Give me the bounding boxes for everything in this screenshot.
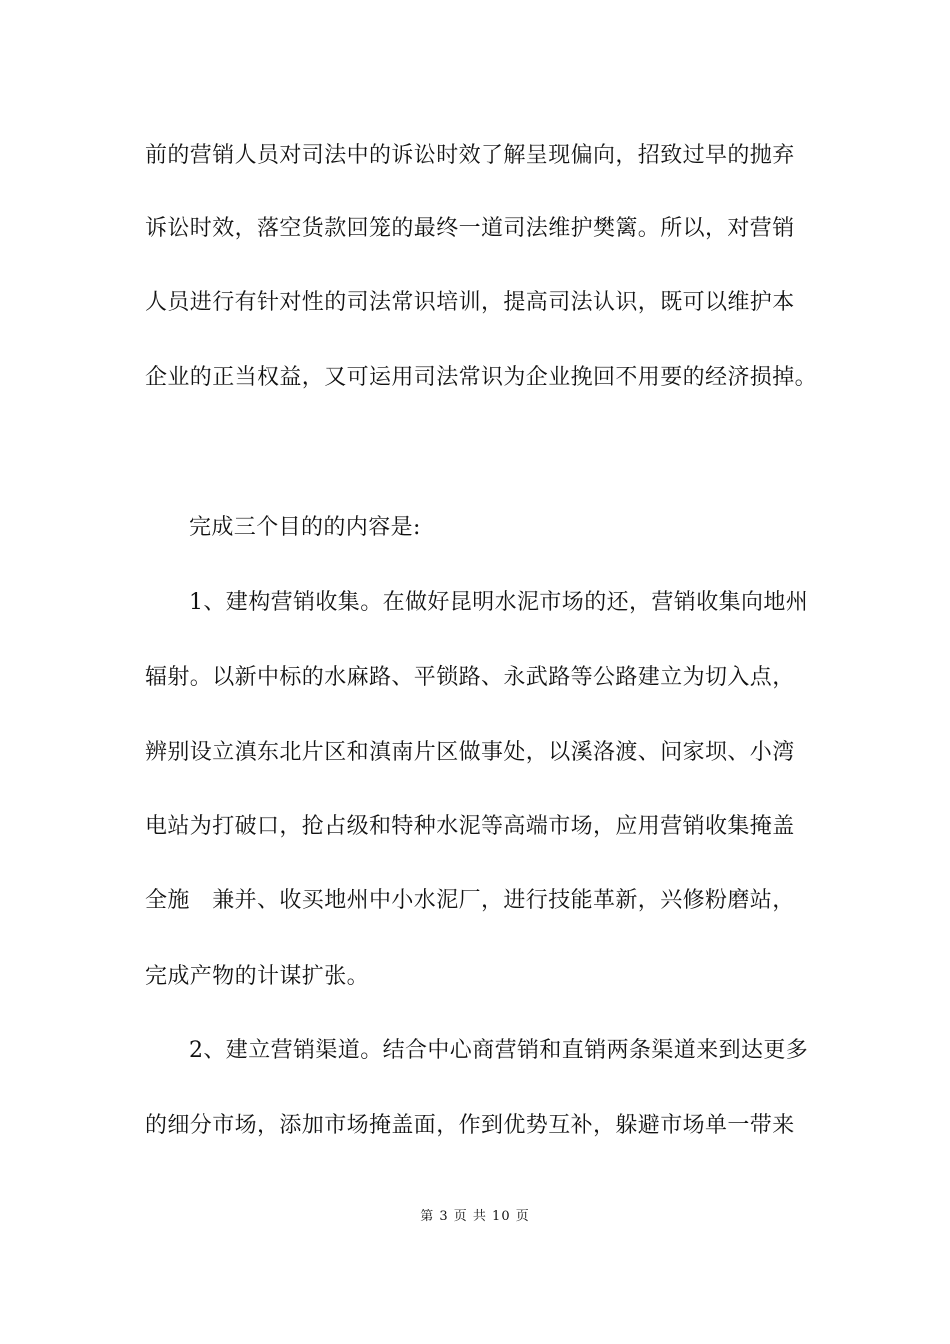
text-line-2: 诉讼时效，落空货款回笼的最终一道司法维护樊篱。所以，对营销: [145, 216, 795, 241]
text-line-7: 辐射。以新中标的水麻路、平锁路、永武路等公路建立为切入点，: [145, 665, 795, 690]
text-line-6: 1、建构营销收集。在做好昆明水泥市场的还，营销收集向地州: [189, 590, 809, 615]
text-line-3: 人员进行有针对性的司法常识培训，提高司法认识，既可以维护本: [145, 290, 795, 315]
text-line-10: 全施 兼并、收买地州中小水泥厂，进行技能革新，兴修粉磨站，: [145, 888, 795, 913]
text-line-8: 辨别设立滇东北片区和滇南片区做事处，以溪洛渡、问家坝、小湾: [145, 740, 795, 765]
text-line-11: 完成产物的计谋扩张。: [145, 964, 370, 989]
text-line-12: 2、建立营销渠道。结合中心商营销和直销两条渠道来到达更多: [189, 1038, 809, 1063]
page-number-footer: 第 3 页 共 10 页: [420, 1209, 530, 1224]
text-line-9: 电站为打破口，抢占级和特种水泥等高端市场，应用营销收集掩盖: [145, 814, 795, 839]
text-line-4: 企业的正当权益，又可运用司法常识为企业挽回不用要的经济损掉。: [145, 365, 818, 390]
text-line-1: 前的营销人员对司法中的诉讼时效了解呈现偏向，招致过早的抛弃: [145, 143, 795, 168]
text-line-13: 的细分市场，添加市场掩盖面，作到优势互补，躲避市场单一带来: [145, 1113, 795, 1138]
section-heading: 完成三个目的的内容是:: [189, 515, 421, 540]
